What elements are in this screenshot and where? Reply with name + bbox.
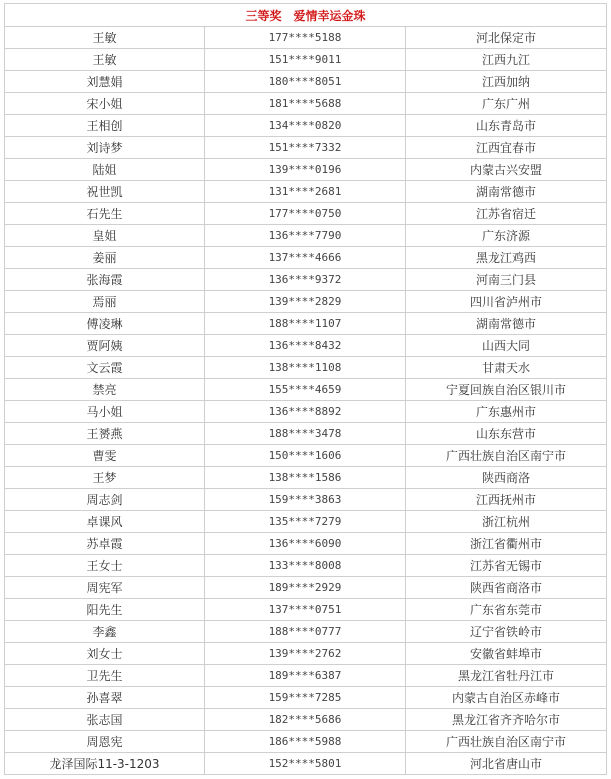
winner-location: 广东省东莞市: [406, 599, 607, 621]
table-row: [5, 665, 607, 687]
winner-phone: 159****7285: [205, 687, 406, 709]
table-row: [5, 533, 607, 555]
winner-phone: 136****6090: [205, 533, 406, 555]
table-row: [5, 357, 607, 379]
table-row: [5, 489, 607, 511]
table-row: [5, 137, 607, 159]
winner-name: 周宪军: [5, 577, 205, 599]
winner-name: 陆姐: [5, 159, 205, 181]
table-row: [5, 401, 607, 423]
winner-name: 孙喜翠: [5, 687, 205, 709]
winner-location: 山东东营市: [406, 423, 607, 445]
table-row: [5, 203, 607, 225]
table-row: [5, 27, 607, 49]
winner-phone: 136****8432: [205, 335, 406, 357]
winner-location: 黑龙江省齐齐哈尔市: [406, 709, 607, 731]
winner-phone: 139****2762: [205, 643, 406, 665]
winner-phone: 189****6387: [205, 665, 406, 687]
winner-phone: 136****7790: [205, 225, 406, 247]
winner-location: 四川省泸州市: [406, 291, 607, 313]
winner-phone: 152****5801: [205, 753, 406, 775]
winner-phone: 159****3863: [205, 489, 406, 511]
winner-location: 宁夏回族自治区银川市: [406, 379, 607, 401]
winner-phone: 136****8892: [205, 401, 406, 423]
winner-location: 河南三门县: [406, 269, 607, 291]
winner-location: 内蒙古兴安盟: [406, 159, 607, 181]
winner-name: 阳先生: [5, 599, 205, 621]
winner-phone: 181****5688: [205, 93, 406, 115]
winner-location: 江西抚州市: [406, 489, 607, 511]
winner-location: 广西壮族自治区南宁市: [406, 731, 607, 753]
prize-name: 爱情幸运金珠: [293, 8, 366, 23]
table-row: [5, 753, 607, 775]
winner-name: 周志剑: [5, 489, 205, 511]
winner-name: 石先生: [5, 203, 205, 225]
winner-location: 安徽省蚌埠市: [406, 643, 607, 665]
winners-rows: [5, 27, 607, 775]
winner-name: 卓课风: [5, 511, 205, 533]
winner-name: 刘诗梦: [5, 137, 205, 159]
winner-name: 周恩宪: [5, 731, 205, 753]
winner-location: 黑龙江省牡丹江市: [406, 665, 607, 687]
winner-location: 江苏省无锡市: [406, 555, 607, 577]
table-row: [5, 269, 607, 291]
winner-location: 江西九江: [406, 49, 607, 71]
winner-phone: 151****9011: [205, 49, 406, 71]
winner-name: 王女士: [5, 555, 205, 577]
winner-name: 龙泽国际11-3-1203: [5, 753, 205, 775]
winner-name: 苏卓霞: [5, 533, 205, 555]
winner-name: 张志国: [5, 709, 205, 731]
table-row: [5, 423, 607, 445]
table-row: [5, 445, 607, 467]
winner-location: 湖南常德市: [406, 313, 607, 335]
winner-phone: 186****5988: [205, 731, 406, 753]
winner-phone: 137****4666: [205, 247, 406, 269]
table-row: [5, 599, 607, 621]
table-row: [5, 643, 607, 665]
winner-name: 焉丽: [5, 291, 205, 313]
table-row: [5, 181, 607, 203]
winner-name: 李鑫: [5, 621, 205, 643]
winner-phone: 188****0777: [205, 621, 406, 643]
table-row: [5, 159, 607, 181]
winner-phone: 139****2829: [205, 291, 406, 313]
winner-name: 马小姐: [5, 401, 205, 423]
winner-name: 王敏: [5, 27, 205, 49]
winner-name: 傅凌琳: [5, 313, 205, 335]
table-row: [5, 115, 607, 137]
winner-phone: 135****7279: [205, 511, 406, 533]
winner-name: 宋小姐: [5, 93, 205, 115]
winner-phone: 182****5686: [205, 709, 406, 731]
winner-name: 卫先生: [5, 665, 205, 687]
table-row: [5, 709, 607, 731]
winner-phone: 139****0196: [205, 159, 406, 181]
winner-name: 曹雯: [5, 445, 205, 467]
table-row: [5, 247, 607, 269]
winner-location: 黑龙江鸡西: [406, 247, 607, 269]
table-row: [5, 731, 607, 753]
winner-name: 王敏: [5, 49, 205, 71]
winner-phone: 134****0820: [205, 115, 406, 137]
table-row: [5, 291, 607, 313]
table-row: [5, 335, 607, 357]
winner-name: 姜丽: [5, 247, 205, 269]
table-row: [5, 555, 607, 577]
winner-name: 禁亮: [5, 379, 205, 401]
table-row: [5, 621, 607, 643]
table-row: [5, 511, 607, 533]
winner-phone: 133****8008: [205, 555, 406, 577]
winner-name: 文云霞: [5, 357, 205, 379]
winner-location: 陕西商洛: [406, 467, 607, 489]
table-row: [5, 379, 607, 401]
winner-location: 辽宁省铁岭市: [406, 621, 607, 643]
winner-name: 张海霞: [5, 269, 205, 291]
winner-location: 江苏省宿迁: [406, 203, 607, 225]
winner-location: 湖南常德市: [406, 181, 607, 203]
winner-location: 内蒙古自治区赤峰市: [406, 687, 607, 709]
table-row: [5, 467, 607, 489]
table-row: [5, 687, 607, 709]
winner-location: 广东广州: [406, 93, 607, 115]
winner-location: 河北省唐山市: [406, 753, 607, 775]
winner-name: 贾阿姨: [5, 335, 205, 357]
winner-phone: 137****0751: [205, 599, 406, 621]
winner-name: 祝世凯: [5, 181, 205, 203]
winners-list: [4, 3, 606, 775]
winner-location: 江西宜春市: [406, 137, 607, 159]
table-title: [5, 4, 607, 27]
winner-name: 皇姐: [5, 225, 205, 247]
winner-location: 浙江省衢州市: [406, 533, 607, 555]
winner-phone: 177****5188: [205, 27, 406, 49]
winner-name: 王梦: [5, 467, 205, 489]
winners-table: [4, 3, 607, 775]
winner-location: 江西加纳: [406, 71, 607, 93]
winner-name: 刘女士: [5, 643, 205, 665]
winner-phone: 180****8051: [205, 71, 406, 93]
title-row: [5, 4, 607, 27]
winner-phone: 189****2929: [205, 577, 406, 599]
winner-phone: 151****7332: [205, 137, 406, 159]
table-row: [5, 71, 607, 93]
winner-location: 河北保定市: [406, 27, 607, 49]
table-row: [5, 313, 607, 335]
winner-location: 山西大同: [406, 335, 607, 357]
winner-phone: 177****0750: [205, 203, 406, 225]
table-row: [5, 577, 607, 599]
table-row: [5, 225, 607, 247]
winner-location: 甘肃天水: [406, 357, 607, 379]
winner-name: 刘慧娟: [5, 71, 205, 93]
winner-phone: 138****1108: [205, 357, 406, 379]
winner-location: 广西壮族自治区南宁市: [406, 445, 607, 467]
winner-location: 浙江杭州: [406, 511, 607, 533]
table-row: [5, 93, 607, 115]
winner-name: 王赟燕: [5, 423, 205, 445]
winner-phone: 150****1606: [205, 445, 406, 467]
winner-name: 王相创: [5, 115, 205, 137]
winner-phone: 138****1586: [205, 467, 406, 489]
winner-phone: 136****9372: [205, 269, 406, 291]
winner-phone: 188****1107: [205, 313, 406, 335]
table-row: [5, 49, 607, 71]
winner-location: 广东济源: [406, 225, 607, 247]
winner-location: 陕西省商洛市: [406, 577, 607, 599]
winner-phone: 155****4659: [205, 379, 406, 401]
winner-phone: 188****3478: [205, 423, 406, 445]
prize-level: 三等奖: [245, 8, 282, 23]
winner-phone: 131****2681: [205, 181, 406, 203]
winner-location: 山东青岛市: [406, 115, 607, 137]
winner-location: 广东惠州市: [406, 401, 607, 423]
